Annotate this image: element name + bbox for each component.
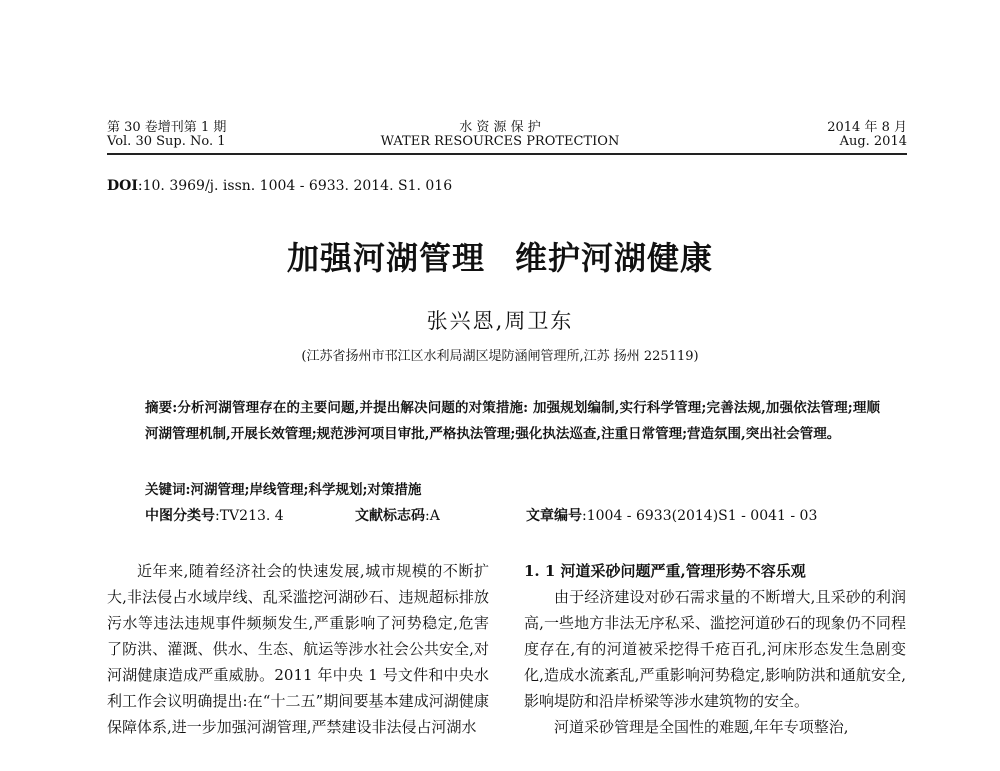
keywords xyxy=(145,478,421,498)
keywords-text: :河湖管理;岸线管理;科学规划;对策措施 xyxy=(185,482,422,498)
article-number xyxy=(526,505,817,525)
abstract xyxy=(145,395,880,447)
header-date-cn: 2014 年 8 月 xyxy=(827,120,907,135)
header-volume-en: Vol. 30 Sup. No. 1 xyxy=(107,134,226,149)
body-column-left xyxy=(107,558,489,740)
section-paragraph-2: 河道采砂管理是全国性的难题,年年专项整治, xyxy=(554,718,849,736)
art-label: 文章编号 xyxy=(526,508,582,524)
doi-line xyxy=(107,178,452,194)
clc-value: :TV213. 4 xyxy=(215,508,284,524)
document-code xyxy=(355,505,440,525)
header-rule xyxy=(107,153,907,155)
doi-value: :10. 3969/j. issn. 1004 - 6933. 2014. S1. 016 xyxy=(137,178,453,194)
abstract-text: :分析河湖管理存在的主要问题,并提出解决问题的对策措施: 加强规划编制,实行科学管理;完善法规,加强依法管理;理顺河湖管理机制,开展长效管理;规范涉河项目审批,严格执法管理;强化执法巡查,注重日常管理;营造氛围,突出社会管理。 xyxy=(145,400,881,442)
header-volume-cn: 第 30 卷增刊第 1 期 xyxy=(107,120,227,135)
header-journal-cn: 水 资 源 保 护 xyxy=(459,120,541,135)
header-journal-en: WATER RESOURCES PROTECTION xyxy=(380,134,620,149)
clc-number xyxy=(145,505,284,525)
doc-value: :A xyxy=(425,508,440,524)
article-title xyxy=(0,233,1000,279)
keywords-label: 关键词 xyxy=(145,482,186,498)
abstract-label: 摘要 xyxy=(145,400,173,416)
affiliation: (江苏省扬州市邗江区水利局湖区堤防涵闸管理所,江苏 扬州 225119) xyxy=(301,349,699,364)
art-value: :1004 - 6933(2014)S1 - 0041 - 03 xyxy=(582,508,818,524)
title-part-2: 维护河湖健康 xyxy=(515,239,714,277)
doi-label: DOI xyxy=(107,178,138,194)
section-paragraph-1: 由于经济建设对砂石需求量的不断增大,且采砂的利润高,一些地方非法无序私采、滥挖河道砂石的现象仍不同程度存在,有的河道被采挖得千疮百孔,河床形态发生急剧变化,造成水流紊乱,严重影响河势稳定,影响防洪和通航安全,影响堤防和沿岸桥梁等涉水建筑物的安全。 xyxy=(524,588,906,710)
section-heading: 1. 1 河道采砂问题严重,管理形势不容乐观 xyxy=(524,562,806,580)
title-part-1: 加强河湖管理 xyxy=(286,239,485,277)
clc-label: 中图分类号 xyxy=(145,508,215,524)
body-column-right xyxy=(524,558,906,740)
doc-label: 文献标志码 xyxy=(355,508,425,524)
authors: 张兴恩,周卫东 xyxy=(426,309,574,333)
header-date-en: Aug. 2014 xyxy=(839,134,907,149)
intro-paragraph: 近年来,随着经济社会的快速发展,城市规模的不断扩大,非法侵占水域岸线、乱采滥挖河湖砂石、违规超标排放污水等违法违规事件频频发生,严重影响了河势稳定,危害了防洪、灌溉、供水、生态、航运等涉水社会公共安全,对河湖健康造成严重威胁。2011 年中央 1 号文件和中央水利工作会议明确提出:在“十二五”期间要基本建成河湖健康保障体系,进一步加强河湖管理,严禁建设非法侵占河湖水 xyxy=(107,562,489,736)
